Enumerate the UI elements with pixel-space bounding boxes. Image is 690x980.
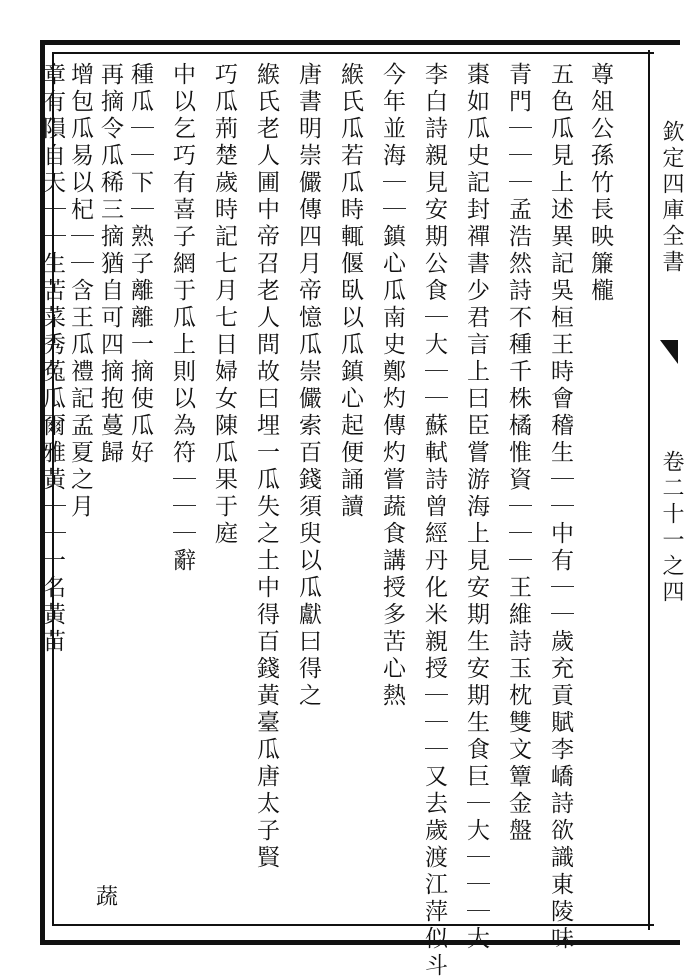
column-text: 巧瓜荊楚歲時記七月七日婦女陳瓜果于庭 [211,62,237,548]
page-margin [648,50,690,930]
column-text: 棗如瓜史記封禪書少君言上曰臣嘗游海上見安期生安期生食巨｜大｜｜｜大 [463,62,489,953]
column-text: 再摘令瓜稀三摘猶自可四摘抱蔓歸 [97,62,123,467]
column-text: 唐書明崇儼傳四月帝憶瓜崇儼索百錢須臾以瓜獻曰得之 [295,62,321,710]
column-text: 緱氏老人圃中帝召老人問故曰埋一瓜失之土中得百錢黃臺瓜唐太子賢 [253,62,279,872]
column-text: 緱氏瓜若瓜時輒偃臥以瓜鎮心起便誦讀 [337,62,363,521]
margin-juan: 卷二十一之四 [659,450,684,606]
column-text: 今年並海｜｜鎮心瓜南史鄭灼傳灼嘗蔬食講授多苦心熱 [379,62,405,710]
fishtail-mark-icon [660,340,678,364]
column-text: 中以乞巧有喜子網于瓜上則以為符｜｜｜辭 [169,62,195,575]
column-text: 李白詩親見安期公食｜大｜｜蘇軾詩曾經丹化米親授｜｜｜又去歲渡江萍似斗 [421,62,447,980]
column-text: 章有隕自天｜｜生苦菜秀菟瓜爾雅黃｜｜一名黃苗 [39,62,65,656]
margin-book-title: 欽定四庫全書 [659,120,684,276]
tail-character: 蔬 [96,885,119,910]
column-text: 五色瓜見上述異記吳桓王時會稽生｜｜中有｜｜歲充貢賦李嶠詩欲識東陵味 [547,62,573,953]
column-text: 青門｜｜｜孟浩然詩不種千株橘惟資｜｜｜王維詩玉枕雙文簟金盤 [505,62,531,845]
column-text: 增包瓜易以杞｜｜含王瓜禮記孟夏之月 [67,62,93,521]
text-column-15 [40,62,98,912]
column-text: 種瓜｜｜下｜熟子離離一摘使瓜好 [127,62,153,467]
column-text: 尊俎公孫竹長映簾櫳 [587,62,613,305]
